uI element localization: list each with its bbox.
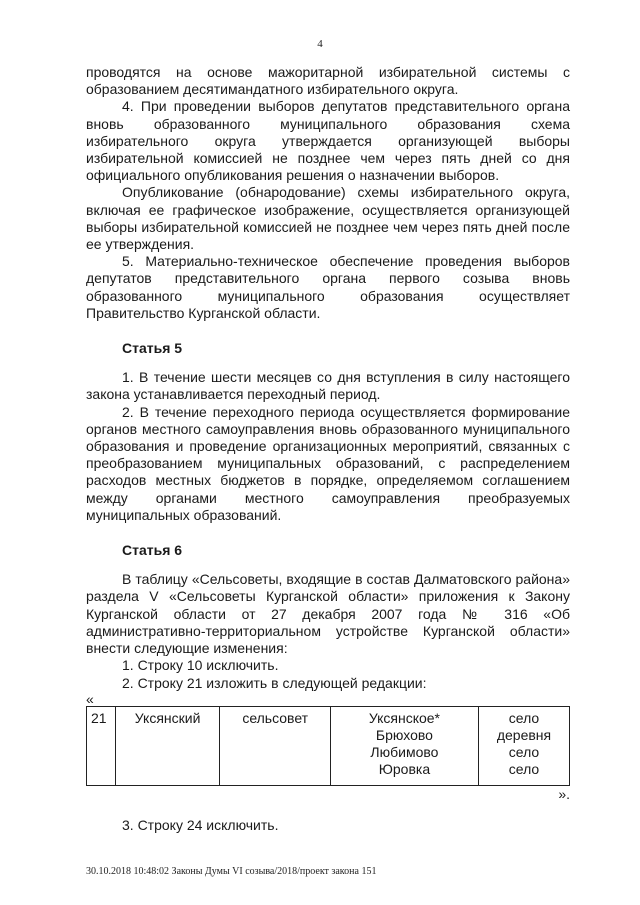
page-number: 4 bbox=[317, 38, 323, 50]
paragraph: проводятся на основе мажоритарной избирательной системы с образованием десятимандатного избирательного округа. bbox=[86, 64, 570, 98]
settlements-cell bbox=[330, 706, 478, 785]
footer-path: 30.10.2018 10:48:02 Законы Думы VI созыва/2018/проект закона 151 bbox=[86, 866, 377, 877]
article-6-heading: Статья 6 bbox=[122, 542, 183, 559]
council-name-cell: Уксянский bbox=[115, 706, 220, 785]
paragraph: 2. В течение переходного периода осуществляется формирование органов местного самоуправления вновь образованного муниципального образования и проведение организационных мероприятий, связанных с преобразованием муниципальных образований, с распределением расходов местных бюджетов в порядке, определяемом соглашением между органами местного самоуправления преобразуемых муниципальных образований. bbox=[86, 403, 570, 523]
settlement-type: деревня bbox=[496, 726, 552, 743]
paragraph: 4. При проведении выборов депутатов представительного органа вновь образованного муниципального образования схема избирательного округа утверждается организующей выборы избирательной комиссией не позднее чем через пять дней со дня официального опубликования решения о назначении выборов. bbox=[86, 98, 570, 184]
article-5-heading: Статья 5 bbox=[122, 340, 183, 357]
document-body bbox=[86, 64, 570, 834]
paragraph: 1. Строку 10 исключить. bbox=[122, 657, 279, 674]
settlement-type: село bbox=[508, 744, 540, 761]
paragraph: 1. В течение шести месяцев со дня вступления в силу настоящего закона устанавливается переходный период. bbox=[86, 369, 570, 403]
paragraph: Опубликование (обнародование) схемы избирательного округа, включая ее графическое изображение, осуществляется организующей выборы избирательной комиссией не позднее чем через пять дней после ее утверждения. bbox=[86, 184, 570, 253]
settlement-name: Уксянское* bbox=[368, 709, 441, 726]
table-row bbox=[87, 706, 570, 785]
row-number-cell: 21 bbox=[87, 706, 116, 785]
paragraph: В таблицу «Сельсоветы, входящие в состав Далматовского района» раздела V «Сельсоветы Курганской области» приложения к Закону Курганской области от 27 декабря 2007 года № 316 «Об административно-территориальном устройстве Курганской области» внести следующие изменения: bbox=[86, 571, 570, 657]
council-type-cell: сельсовет bbox=[220, 706, 330, 785]
paragraph: 2. Строку 21 изложить в следующей редакции: bbox=[122, 674, 427, 691]
paragraph: 3. Строку 24 исключить. bbox=[122, 816, 279, 833]
settlement-type: село bbox=[508, 761, 540, 778]
settlement-types-cell bbox=[478, 706, 569, 785]
quote-open-mark: « bbox=[86, 690, 94, 707]
settlement-name: Брюхово bbox=[375, 726, 433, 743]
paragraph: 5. Материально-техническое обеспечение проведения выборов депутатов представительного органа первого созыва вновь образованного муниципального образования осуществляет Правительство Курганской области. bbox=[86, 253, 570, 321]
settlement-type: село bbox=[508, 709, 540, 726]
quote-close-mark: ». bbox=[558, 785, 570, 802]
amendment-table bbox=[86, 706, 570, 786]
settlement-name: Юровка bbox=[378, 761, 431, 778]
settlement-name: Любимово bbox=[370, 744, 439, 761]
